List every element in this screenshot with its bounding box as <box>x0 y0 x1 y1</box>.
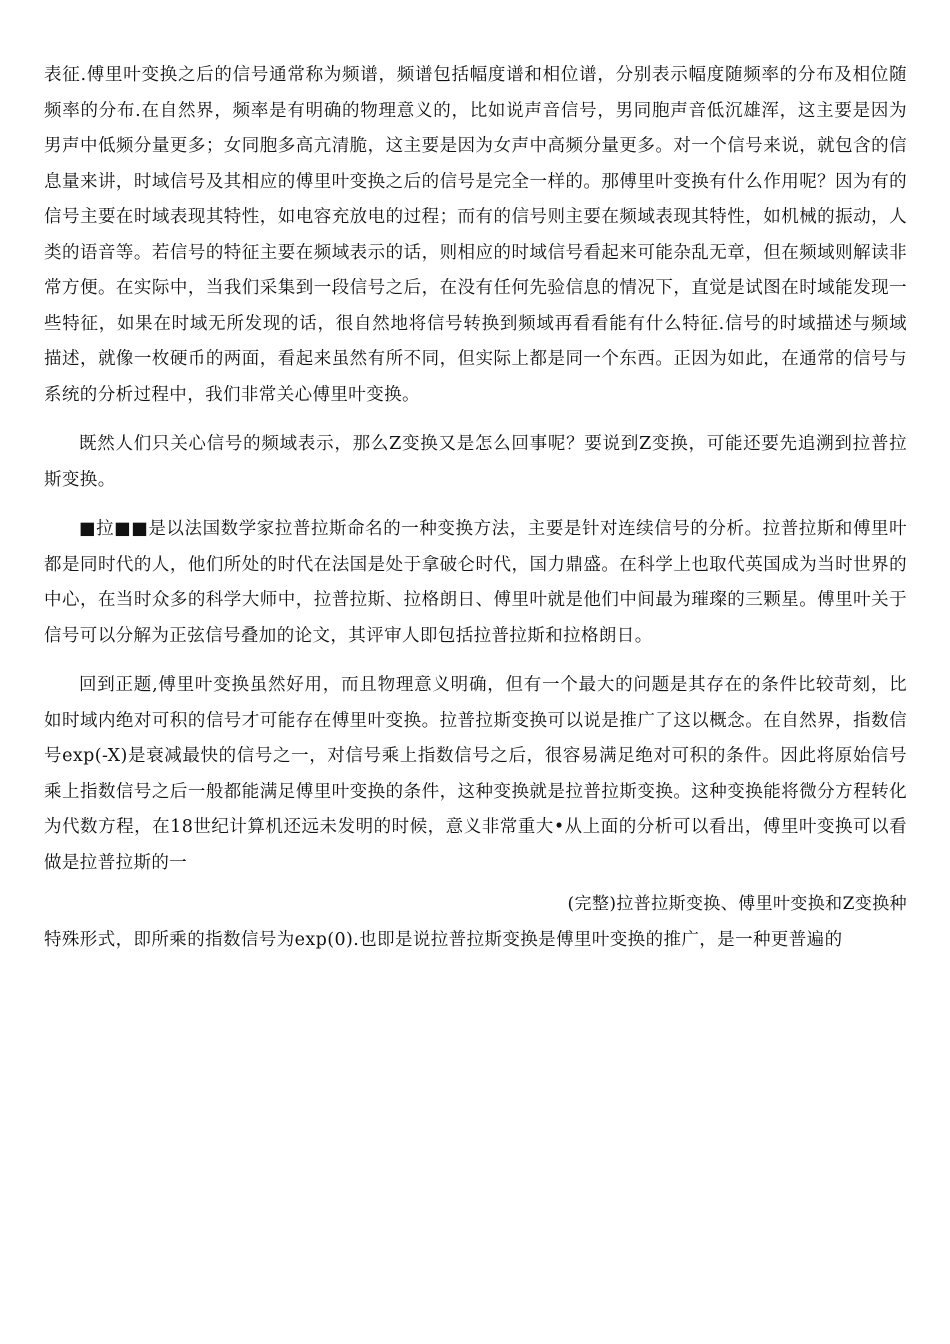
document-page <box>44 58 907 958</box>
paragraph-continuation-line: 特殊形式，即所乘的指数信号为exp(0).也即是说拉普拉斯变换是傅里叶变换的推广，是一种更普遍的 <box>44 929 843 950</box>
paragraph-fourier-spectrum: 表征.傅里叶变换之后的信号通常称为频谱，频谱包括幅度谱和相位谱，分别表示幅度随频率的分布及相位随频率的分布.在自然界，频率是有明确的物理意义的，比如说声音信号，男同胞声音低沉雄浑，这主要是因为男声中低频分量更多；女同胞多高亢清脆，这主要是因为女声中高频分量更多。对一个信号来说，就包含的信息量来讲，时域信号及其相应的傅里叶变换之后的信号是完全一样的。那傅里叶变换有什么作用呢？因为有的信号主要在时域表现其特性，如电容充放电的过程；而有的信号则主要在频域表现其特性，如机械的振动，人类的语音等。若信号的特征主要在频域表示的话，则相应的时域信号看起来可能杂乱无章，但在频域则解读非常方便。在实际中，当我们采集到一段信号之后，在没有任何先验信息的情况下，直觉是试图在时域能发现一些特征，如果在时域无所发现的话，很自然地将信号转换到频域再看看能有什么特征.信号的时域描述与频域描述，就像一枚硬币的两面，看起来虽然有所不同，但实际上都是同一个东西。正因为如此，在通常的信号与系统的分析过程中，我们非常关心傅里叶变换。 <box>44 65 907 405</box>
paragraph-laplace-condition: 回到正题,傅里叶变换虽然好用，而且物理意义明确，但有一个最大的问题是其存在的条件比较苛刻，比如时域内绝对可积的信号才可能存在傅里叶变换。拉普拉斯变换可以说是推广了这以概念。在自然界，指数信号exp(-X)是衰减最快的信号之一，对信号乘上指数信号之后，很容易满足绝对可积的条件。因此将原始信号乘上指数信号之后一般都能满足傅里叶变换的条件，这种变换就是拉普拉斯变换。这种变换能将微分方程转化为代数方程，在18世纪计算机还远未发明的时候，意义非常重大•从上面的分析可以看出，傅里叶变换可以看做是拉普拉斯的一 <box>44 675 907 873</box>
paragraph-z-transform-intro: 既然人们只关心信号的频域表示，那么Z变换又是怎么回事呢？要说到Z变换，可能还要先追溯到拉普拉斯变换。 <box>44 434 907 490</box>
paragraph-laplace-history: ■拉■■是以法国数学家拉普拉斯命名的一种变换方法，主要是针对连续信号的分析。拉普拉斯和傅里叶都是同时代的人，他们所处的时代在法国是处于拿破仑时代，国力鼎盛。在科学上也取代英国成为当时世界的中心，在当时众多的科学大师中，拉普拉斯、拉格朗日、傅里叶就是他们中间最为璀璨的三颗星。傅里叶关于信号可以分解为正弦信号叠加的论文，其评审人即包括拉普拉斯和拉格朗日。 <box>44 519 907 646</box>
running-title-note: (完整)拉普拉斯变换、傅里叶变换和Z变换种 <box>567 894 907 914</box>
